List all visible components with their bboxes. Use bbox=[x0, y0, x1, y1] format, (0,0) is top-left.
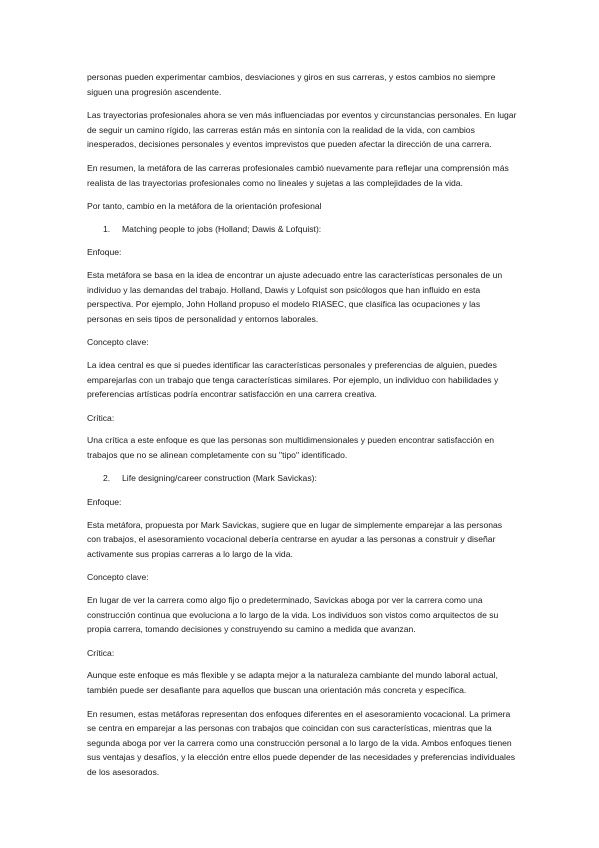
list-item-matching bbox=[87, 222, 517, 237]
paragraph-conclusion: En resumen, estas metáforas representan dos enfoques diferentes en el asesoramiento vocacional. La primera se centra en emparejar a las personas con trabajos que coincidan con sus características, mientras que la segunda aboga por ver la carrera como una construcción personal a lo largo de la vida. Ambos enfoques tienen sus ventajas y desafíos, y la elección entre ellos puede depender de las necesidades y preferencias individuales de los asesorados. bbox=[87, 708, 516, 777]
label-concepto-clave: Concepto clave: bbox=[87, 337, 149, 348]
document-body bbox=[87, 70, 517, 789]
list-item-life-designing bbox=[87, 471, 517, 486]
label-critica: Crítica: bbox=[87, 647, 115, 658]
paragraph-summary: En resumen, la metáfora de las carreras profesionales cambió nuevamente para reflejar una comprensión más realista de las trayectorias profesionales como no lineales y sujetas a las complejidades de la vida. bbox=[87, 162, 509, 188]
paragraph-enfoque: Esta metáfora, propuesta por Mark Savickas, sugiere que en lugar de simplemente emparejar a las personas con trabajos, el asesoramiento vocacional debería centrarse en ayudar a las personas a construir y diseñar activamente sus propias carreras a lo largo de la vida. bbox=[87, 519, 503, 559]
label-enfoque: Enfoque: bbox=[87, 497, 122, 508]
paragraph-metaphor-change: Por tanto, cambio en la metáfora de la orientación profesional bbox=[87, 201, 322, 212]
list-number: 2. bbox=[103, 473, 111, 484]
paragraph-enfoque: Esta metáfora se basa en la idea de encontrar un ajuste adecuado entre las características personales de un individuo y las demandas del trabajo. Holland, Dawis y Lofquist son psicólogos que han influido en esta perspectiva. Por ejemplo, John Holland propuso el modelo RIASEC, que clasifica las ocupaciones y las personas en seis tipos de personalidad y entornos laborales. bbox=[87, 269, 503, 324]
label-enfoque: Enfoque: bbox=[87, 247, 122, 258]
paragraph-critica: Aunque este enfoque es más flexible y se adapta mejor a la naturaleza cambiante del mundo laboral actual, también puede ser desafiante para aquellos que buscan una orientación más concreta y específica. bbox=[87, 670, 498, 695]
paragraph-concepto-clave: En lugar de ver la carrera como algo fijo o predeterminado, Savickas aboga por ver la carrera como una construcción continua que evoluciona a lo largo de la vida. Los individuos son vistos como arquitectos de su propia carrera, tomando decisiones y construyendo su camino a medida que avanzan. bbox=[87, 595, 499, 635]
list-number: 1. bbox=[103, 223, 111, 234]
paragraph-trajectories: Las trayectorias profesionales ahora se ven más influenciadas por eventos y circunstancias personales. En lugar de seguir un camino rígido, las carreras están más en sintonía con la realidad de la vida, con cambios inesperados, decisiones personales y eventos imprevistos que pueden afectar la dirección de una carrera. bbox=[87, 110, 517, 150]
list-item-title: Life designing/career construction (Mark Savickas): bbox=[122, 473, 317, 484]
paragraph-critica: Una crítica a este enfoque es que las personas son multidimensionales y pueden encontrar satisfacción en trabajos que no se alinean completamente con su "tipo" identificado. bbox=[87, 435, 495, 460]
list-item-title: Matching people to jobs (Holland; Dawis & Lofquist): bbox=[122, 223, 322, 234]
paragraph-intro-continuation: personas pueden experimentar cambios, desviaciones y giros en sus carreras, y estos cambios no siempre siguen una progresión ascendente. bbox=[87, 72, 496, 97]
paragraph-concepto-clave: La idea central es que si puedes identificar las características personales y preferencias de alguien, puedes emparejarlas con un trabajo que tenga características similares. Por ejemplo, un individuo con habilidades y preferencias artísticas podría encontrar satisfacción en una carrera creativa. bbox=[87, 359, 499, 400]
label-concepto-clave: Concepto clave: bbox=[87, 572, 149, 583]
label-critica: Crítica: bbox=[87, 412, 115, 423]
